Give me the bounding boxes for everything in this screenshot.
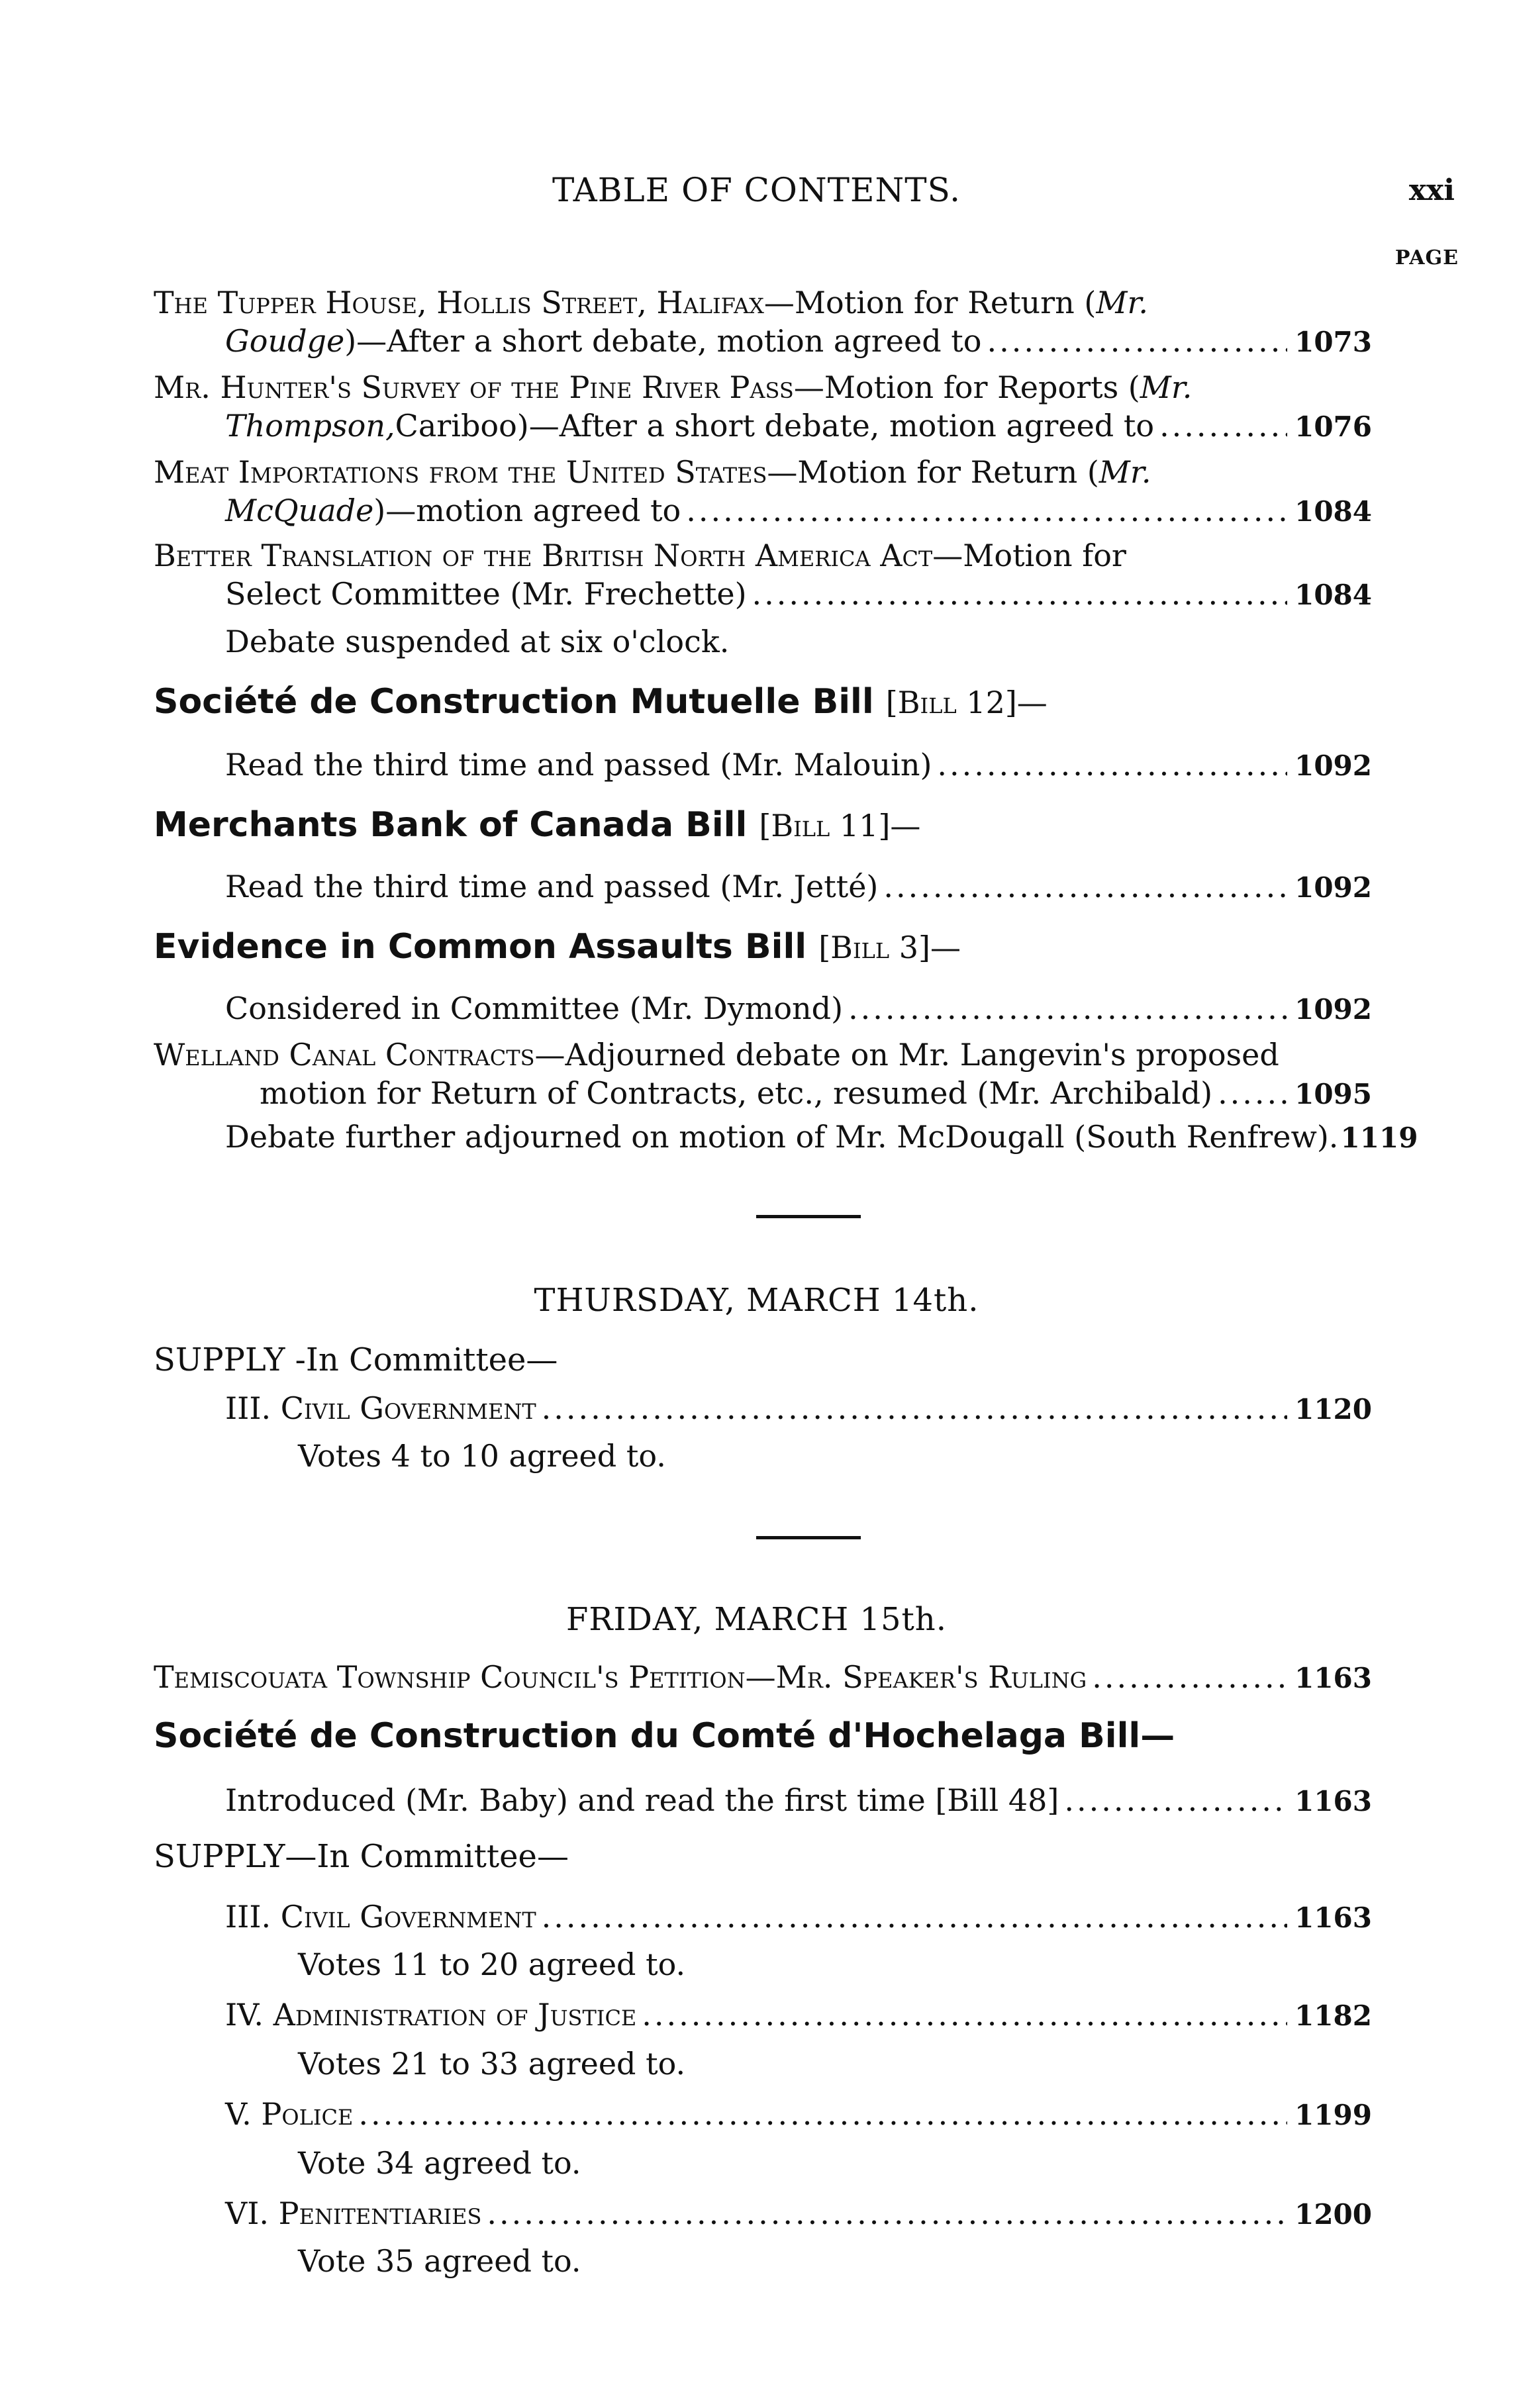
page-number: xxi bbox=[1408, 173, 1455, 207]
leader-dots bbox=[358, 2095, 1287, 2133]
entry-text: —Motion for Return ( bbox=[763, 285, 1097, 320]
leader-dots bbox=[1064, 1781, 1287, 1819]
page-ref: 1092 bbox=[1294, 993, 1372, 1026]
entry-member: Mr. bbox=[1140, 369, 1193, 405]
debate-note: Debate suspended at six o'clock. bbox=[225, 624, 730, 659]
leader-dots bbox=[686, 491, 1287, 530]
entry-title: Mr. Hunter's Survey of the Pine River Pass bbox=[154, 369, 794, 405]
bill-action: Read the third time and passed (Mr. Jetté) ..... 1092 bbox=[225, 867, 1372, 907]
page-ref: 1092 bbox=[1294, 749, 1372, 782]
toc-entry bbox=[154, 453, 1372, 531]
leader-dots bbox=[642, 1996, 1287, 2034]
leader-dots bbox=[883, 867, 1287, 906]
entry-text: —Adjourned debate on Mr. Langevin's proposed bbox=[534, 1037, 1279, 1073]
date-heading: THURSDAY, MARCH 14th. bbox=[534, 1282, 979, 1319]
entry-text: —Motion for Return ( bbox=[767, 454, 1099, 490]
supply-item: III. Civil Government ..... 1163 bbox=[225, 1898, 1372, 1937]
entry-title: Temiscouata Township Council's Petition—Mr. Speaker's Ruling bbox=[154, 1659, 1087, 1695]
leader-dots bbox=[542, 1898, 1287, 1936]
leader-dots bbox=[848, 989, 1287, 1028]
toc-entry bbox=[154, 536, 1372, 614]
bill-heading: Merchants Bank of Canada Bill [Bill 11]— bbox=[154, 805, 921, 845]
entry-member-name: Goudge bbox=[225, 323, 345, 359]
bill-number: [Bill 11]— bbox=[759, 808, 921, 843]
leader-dots bbox=[752, 575, 1287, 613]
leader-dots bbox=[987, 322, 1287, 360]
leader-dots bbox=[1092, 1658, 1287, 1696]
page-ref: 1120 bbox=[1294, 1393, 1372, 1425]
page-ref: 1092 bbox=[1294, 871, 1372, 904]
entry-text: Select Committee (Mr. Frechette) bbox=[225, 576, 747, 612]
entry-text: motion for Return of Contracts, etc., resumed (Mr. Archibald) bbox=[260, 1075, 1213, 1111]
supply-item: IV. Administration of Justice ..... 1182 bbox=[225, 1996, 1372, 2035]
entry-text: )—motion agreed to bbox=[373, 493, 681, 528]
bill-heading: Evidence in Common Assaults Bill [Bill 3]— bbox=[154, 927, 961, 967]
bill-heading: Société de Construction Mutuelle Bill [Bill 12]— bbox=[154, 682, 1048, 722]
entry-member: Mr. bbox=[1096, 285, 1149, 320]
entry-title: Better Translation of the British North America Act bbox=[154, 538, 933, 573]
bill-action: Introduced (Mr. Baby) and read the first time [Bill 48] ..... 1163 bbox=[225, 1781, 1372, 1821]
page-ref: 1163 bbox=[1294, 1902, 1372, 1934]
section-divider bbox=[756, 1536, 861, 1539]
votes-note: Vote 34 agreed to. bbox=[298, 2145, 581, 2181]
entry-text: —Motion for Reports ( bbox=[793, 369, 1140, 405]
date-heading: FRIDAY, MARCH 15th. bbox=[566, 1601, 947, 1638]
page-ref: 1200 bbox=[1294, 2198, 1372, 2231]
page-ref: 1073 bbox=[1294, 326, 1372, 358]
toc-entry bbox=[154, 368, 1372, 446]
bill-number: [Bill 12]— bbox=[885, 685, 1048, 720]
page-ref: 1084 bbox=[1294, 579, 1372, 611]
entry-title: Welland Canal Contracts bbox=[154, 1037, 535, 1073]
entry-text: Cariboo)—After a short debate, motion agreed to bbox=[395, 408, 1155, 444]
leader-dots bbox=[487, 2194, 1287, 2233]
toc-entry bbox=[154, 283, 1372, 361]
page-ref: 1182 bbox=[1294, 1999, 1372, 2032]
leader-dots bbox=[937, 746, 1287, 784]
leader-dots bbox=[1218, 1074, 1287, 1112]
entry-text: )—After a short debate, motion agreed to bbox=[344, 323, 982, 359]
bill-action: Read the third time and passed (Mr. Malouin) ..... 1092 bbox=[225, 746, 1372, 785]
leader-dots bbox=[1159, 407, 1287, 445]
page-header bbox=[0, 171, 1513, 217]
page-ref: 1163 bbox=[1294, 1785, 1372, 1817]
page-ref: 1199 bbox=[1294, 2099, 1372, 2131]
page-ref: 1076 bbox=[1294, 410, 1372, 443]
entry-member-name: McQuade bbox=[225, 493, 374, 528]
toc-entry bbox=[154, 1035, 1372, 1114]
supply-item: III. Civil Government ..... 1120 bbox=[225, 1389, 1372, 1429]
entry-title: The Tupper House, Hollis Street, Halifax bbox=[154, 285, 764, 320]
leader-dots bbox=[542, 1389, 1287, 1427]
supply-item: V. Police ..... 1199 bbox=[225, 2095, 1372, 2135]
page-title: TABLE OF CONTENTS. bbox=[552, 171, 961, 209]
entry-title: Meat Importations from the United States bbox=[154, 454, 767, 490]
page-column-heading: PAGE bbox=[1394, 246, 1459, 269]
entry-member-name: Thompson, bbox=[225, 408, 395, 444]
supply-heading: SUPPLY -In Committee— bbox=[154, 1341, 558, 1378]
bill-heading: Société de Construction du Comté d'Hochelaga Bill— bbox=[154, 1716, 1175, 1756]
entry-member: Mr. bbox=[1098, 454, 1151, 490]
bill-action: Considered in Committee (Mr. Dymond) ..... 1092 bbox=[225, 989, 1372, 1029]
page-ref: 1084 bbox=[1294, 495, 1372, 528]
votes-note: Votes 4 to 10 agreed to. bbox=[298, 1438, 666, 1474]
page-ref: 1095 bbox=[1294, 1078, 1372, 1110]
votes-note: Vote 35 agreed to. bbox=[298, 2243, 581, 2279]
section-divider bbox=[756, 1215, 861, 1218]
debate-note: Debate further adjourned on motion of Mr. McDougall (South Renfrew). 1119 bbox=[225, 1118, 1372, 1157]
toc-entry bbox=[154, 1658, 1372, 1698]
page-ref: 1119 bbox=[1340, 1122, 1418, 1154]
votes-note: Votes 21 to 33 agreed to. bbox=[298, 2046, 686, 2082]
supply-heading: SUPPLY—In Committee— bbox=[154, 1838, 569, 1875]
supply-item: VI. Penitentiaries ..... 1200 bbox=[225, 2194, 1372, 2234]
entry-text: —Motion for bbox=[932, 538, 1126, 573]
bill-number: [Bill 3]— bbox=[818, 930, 961, 965]
page-ref: 1163 bbox=[1294, 1662, 1372, 1694]
votes-note: Votes 11 to 20 agreed to. bbox=[298, 1947, 686, 1982]
